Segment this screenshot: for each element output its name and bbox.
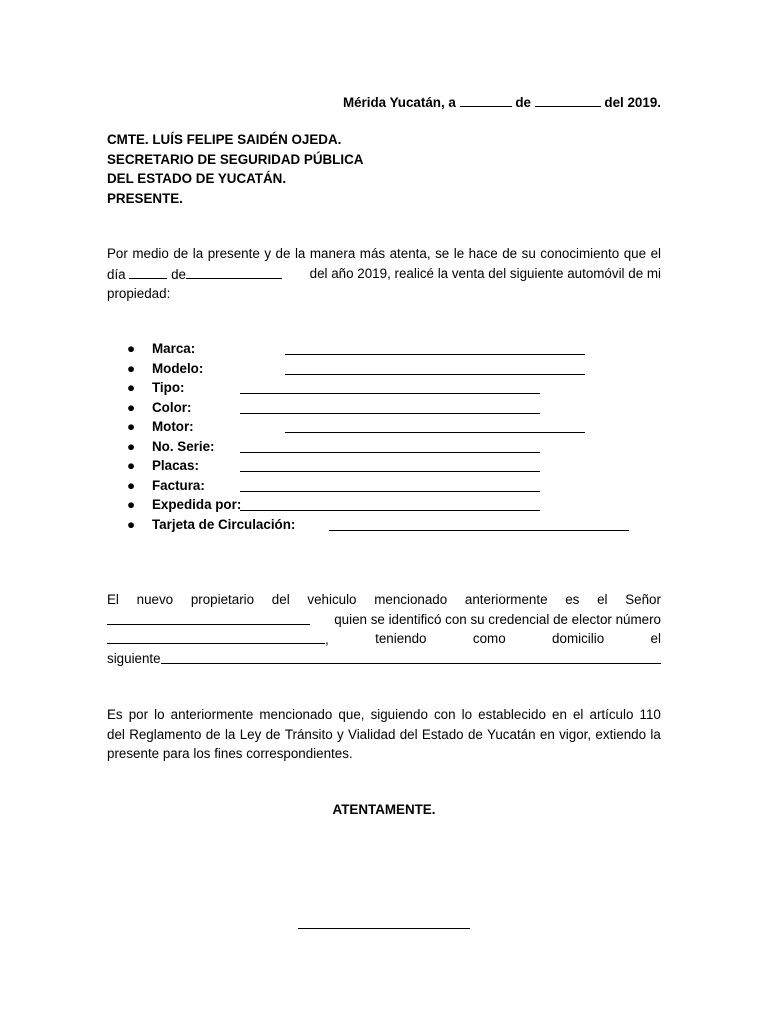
closing-word: Vialidad (348, 726, 396, 742)
closing-line-1 (107, 705, 661, 725)
vehicle-field-blank (240, 393, 540, 394)
vehicle-field-row (107, 495, 661, 515)
vehicle-field-row (107, 456, 661, 476)
closing-word: de (205, 726, 221, 742)
new-owner-paragraph (107, 590, 661, 668)
date-suffix: del 2019. (604, 95, 661, 110)
closing-word: lo (154, 707, 165, 722)
vehicle-field-blank (240, 452, 540, 453)
owner-line-3 (107, 629, 661, 649)
closing-word: por (128, 707, 149, 722)
closing-word: Yucatán (487, 726, 536, 742)
intro-text-1: Por medio de la presente y de la manera más atenta, se le hace de su conocimiento que el (107, 246, 661, 261)
owner-word: el (597, 592, 608, 607)
owner-line-1 (107, 590, 661, 610)
owner-word: nuevo (136, 592, 174, 607)
vehicle-field-row (107, 398, 661, 418)
closing-word: vigor, (559, 726, 592, 742)
bullet-icon: ● (127, 477, 136, 493)
addressee-name: CMTE. LUÍS FELIPE SAIDÉN OJEDA. (107, 132, 342, 147)
signature-line (298, 928, 470, 929)
closing-word: la (224, 726, 236, 742)
owner-word: anteriormente (464, 592, 548, 607)
owner-comma: , (325, 632, 329, 647)
owner-word: domicilio (552, 631, 605, 646)
date-line (343, 92, 661, 113)
intro-day-blank (129, 264, 167, 279)
closing-word: con (433, 707, 456, 722)
vehicle-field-blank (329, 530, 629, 531)
bullet-icon: ● (127, 516, 136, 532)
closing-word: extiendo (595, 726, 647, 742)
owner-address-blank (161, 649, 661, 664)
vehicle-field-label: Motor: (152, 419, 194, 434)
vehicle-field-blank (285, 374, 585, 375)
vehicle-field-label: Expedida por: (152, 497, 242, 512)
owner-id-blank (107, 629, 325, 644)
closing-word: de (467, 726, 483, 742)
closing-word: en (539, 726, 555, 742)
bullet-icon: ● (127, 360, 136, 376)
closing-word: 110 (639, 707, 661, 722)
closing-word: y (337, 726, 344, 742)
addressee-block (107, 130, 363, 208)
closing-word: la (650, 726, 661, 742)
addressee-title: SECRETARIO DE SEGURIDAD PÚBLICA (107, 151, 364, 167)
intro-line-1 (107, 244, 661, 264)
vehicle-field-blank (240, 491, 540, 492)
bullet-icon: ● (127, 419, 136, 434)
bullet-icon: ● (127, 399, 136, 415)
vehicle-field-label: Marca: (152, 341, 196, 356)
closing-word: Tránsito (284, 726, 333, 742)
month-blank (535, 92, 601, 107)
vehicle-field-label: Color: (152, 399, 192, 415)
closing-word: establecido (478, 707, 546, 722)
closing-word: siguiendo (370, 707, 428, 722)
closing-word: de (265, 726, 281, 742)
vehicle-field-blank (240, 510, 540, 511)
owner-word: el (650, 631, 661, 646)
owner-word: Señor (625, 592, 661, 607)
intro-de-text: de (171, 266, 186, 282)
date-prefix: Mérida Yucatán, a (342, 95, 456, 110)
closing-paragraph (107, 705, 661, 764)
closing-word: del (107, 726, 125, 742)
closing-word: del (399, 726, 418, 742)
bullet-icon: ● (127, 438, 136, 454)
owner-line-2 (107, 610, 661, 630)
closing-word: el (572, 707, 584, 722)
date-de: de (515, 95, 531, 110)
owner-line-4 (107, 649, 661, 669)
vehicle-field-label: Modelo: (152, 360, 204, 376)
owner-word: vehiculo (307, 592, 357, 607)
intro-paragraph (107, 244, 661, 304)
intro-dia-text: día (107, 266, 126, 282)
closing-word: Ley (239, 726, 262, 742)
owner-word: del (271, 592, 290, 607)
vehicle-field-blank (240, 471, 540, 472)
owner-word: teniendo (375, 631, 427, 646)
owner-word: es (565, 592, 580, 607)
vehicle-field-blank (285, 354, 585, 355)
vehicle-field-blank (285, 432, 585, 433)
closing-word: lo (461, 707, 473, 722)
addressee-presente: PRESENTE. (107, 190, 183, 206)
closing-line-2 (107, 725, 661, 745)
bullet-icon: ● (127, 380, 136, 395)
closing-word: mencionado (259, 707, 333, 722)
intro-dia (107, 264, 282, 285)
bullet-icon: ● (127, 458, 136, 473)
closing-word: en (552, 707, 567, 722)
vehicle-field-row (107, 359, 661, 379)
closing-word: Reglamento (129, 726, 202, 742)
addressee-state: DEL ESTADO DE YUCATÁN. (107, 171, 287, 186)
vehicle-field-row (107, 417, 661, 437)
vehicle-field-label: Tipo: (152, 380, 185, 395)
owner-word: propietario (190, 592, 255, 607)
atentamente: ATENTAMENTE. (332, 802, 436, 817)
bullet-icon: ● (127, 341, 136, 356)
vehicle-field-label: No. Serie: (152, 438, 215, 454)
intro-month-blank (186, 264, 282, 279)
vehicle-field-label: Tarjeta de Circulación: (152, 516, 296, 532)
owner-word: El (107, 592, 119, 607)
vehicle-field-label: Placas: (152, 458, 199, 473)
owner-text-2: quien se identificó con su credencial de elector número (334, 611, 661, 627)
owner-word: mencionado (374, 592, 448, 607)
vehicle-field-blank (240, 413, 540, 414)
intro-text-2: del año 2019, realicé la venta del siguiente automóvil de mi (309, 265, 661, 281)
vehicle-field-row (107, 378, 661, 398)
vehicle-field-label: Factura: (152, 477, 205, 493)
closing-word: Estado (421, 726, 464, 742)
day-blank (460, 92, 512, 107)
vehicle-field-row (107, 437, 661, 457)
intro-line-3: propiedad: (107, 286, 171, 301)
owner-word: como (472, 631, 506, 646)
owner-name-blank (107, 610, 310, 625)
bullet-icon: ● (127, 497, 136, 512)
intro-line-2 (107, 264, 661, 285)
closing-word: Es (107, 707, 123, 722)
vehicle-field-list (107, 339, 661, 534)
vehicle-field-row (107, 515, 661, 535)
owner-siguiente: siguiente (107, 650, 161, 666)
closing-word: artículo (589, 707, 634, 722)
closing-word: que, (338, 707, 365, 722)
vehicle-field-row (107, 339, 661, 359)
owner-id-group (107, 629, 329, 649)
closing-word: anteriormente (170, 707, 254, 722)
closing-line-3: presente para los fines correspondientes. (107, 746, 353, 761)
vehicle-field-row (107, 476, 661, 496)
